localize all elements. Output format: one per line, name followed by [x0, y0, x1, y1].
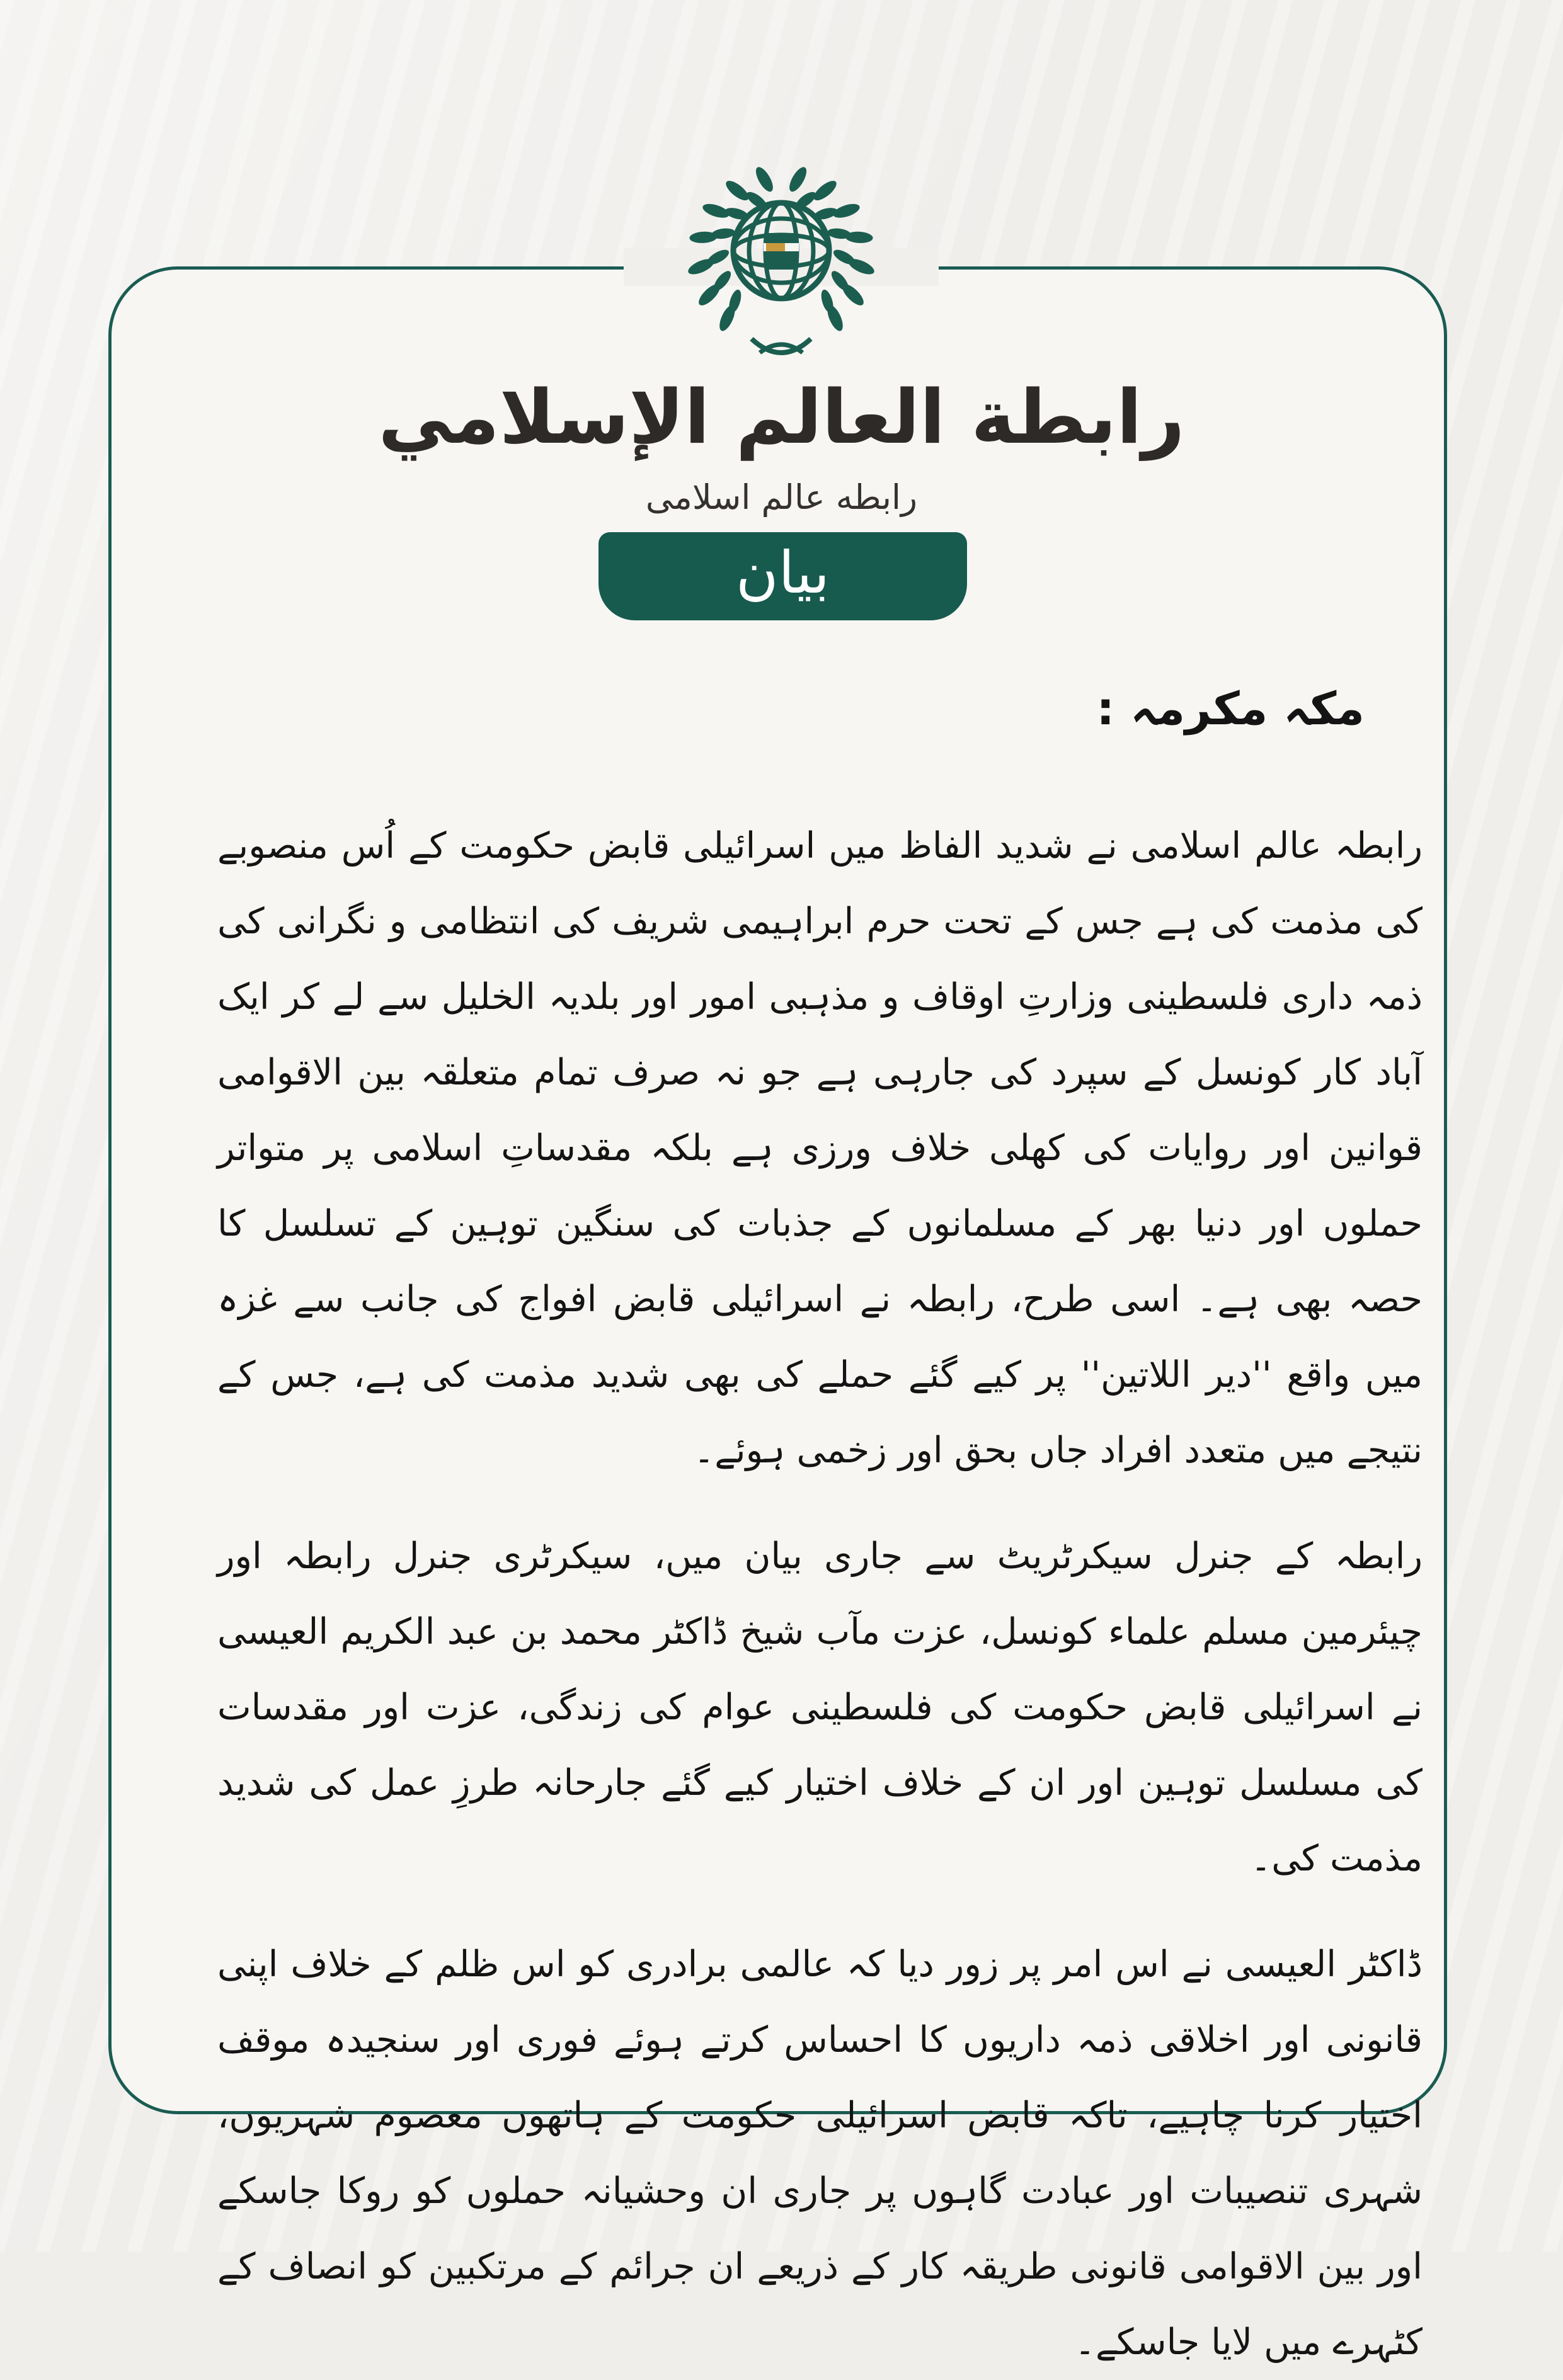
statement-paragraph: رابطہ عالم اسلامی نے شدید الفاظ میں اسرائیلی قابض حکومت کے اُس منصوبے کی مذمت کی ہے جس کے تحت حرم ابراہیمی شریف کی انتظامی و نگرانی کی ذمہ داری فلسطینی وزارتِ اوقاف و مذہبی امور اور بلدیہ الخلیل سے لے کر ایک آباد کار کونسل کے سپرد کی جارہی ہے جو نہ صرف تمام متعلقہ بین الاقوامی قوانین اور روایات کی کھلی خلاف ورزی ہے بلکہ مقدساتِ اسلامی پر متواتر حملوں اور دنیا بھر کے مسلمانوں کے جذبات کی سنگین توہین کے تسلسل کا حصہ بھی ہے۔ اسی طرح، رابطہ نے اسرائیلی قابض افواج کی جانب سے غزہ میں واقع ''دیر اللاتین'' پر کیے گئے حملے کی بھی شدید مذمت کی ہے، جس کے نتیجے میں متعدد افراد جاں بحق اور زخمی ہوئے۔: [217, 825, 1423, 1471]
statement-body: [217, 808, 1423, 2380]
muslim-world-league-logo-icon: [687, 157, 876, 375]
statement-banner: [598, 532, 967, 620]
dateline: مکہ مکرمہ :: [1096, 682, 1365, 735]
statement-paragraph: ڈاکٹر العیسی نے اس امر پر زور دیا کہ عالمی برادری کو اس ظلم کے خلاف اپنی قانونی اور اخلاقی ذمہ داریوں کا احساس کرتے ہوئے فوری اور سنجیدہ موقف اختیار کرنا چاہیے، تاکہ قابض اسرائیلی حکومت کے ہاتھوں معصوم شہریوں، شہری تنصیبات اور عبادت گاہوں پر جاری ان وحشیانہ حملوں کو روکا جاسکے اور بین الاقوامی قانونی طریقہ کار کے ذریعے ان جرائم کے مرتکبین کو انصاف کے کٹہرے میں لایا جاسکے۔: [217, 1944, 1423, 2363]
statement-paragraph: رابطہ کے جنرل سیکرٹریٹ سے جاری بیان میں، سیکرٹری جنرل رابطہ اور چیئرمین مسلم علماء کونسل، عزت مآب شیخ ڈاکٹر محمد بن عبد الکریم العیسی نے اسرائیلی قابض حکومت کی فلسطینی عوام کی زندگی، عزت اور مقدسات کی مسلسل توہین اور ان کے خلاف اختیار کیے گئے جارحانہ طرزِ عمل کی شدید مذمت کی۔: [217, 1535, 1423, 1879]
org-name-arabic-calligraphy: رابطة العالم الإسلامي: [378, 373, 1185, 460]
banner-label: بیان: [736, 539, 830, 606]
org-name-urdu: رابطه عالم اسلامی: [645, 477, 918, 517]
